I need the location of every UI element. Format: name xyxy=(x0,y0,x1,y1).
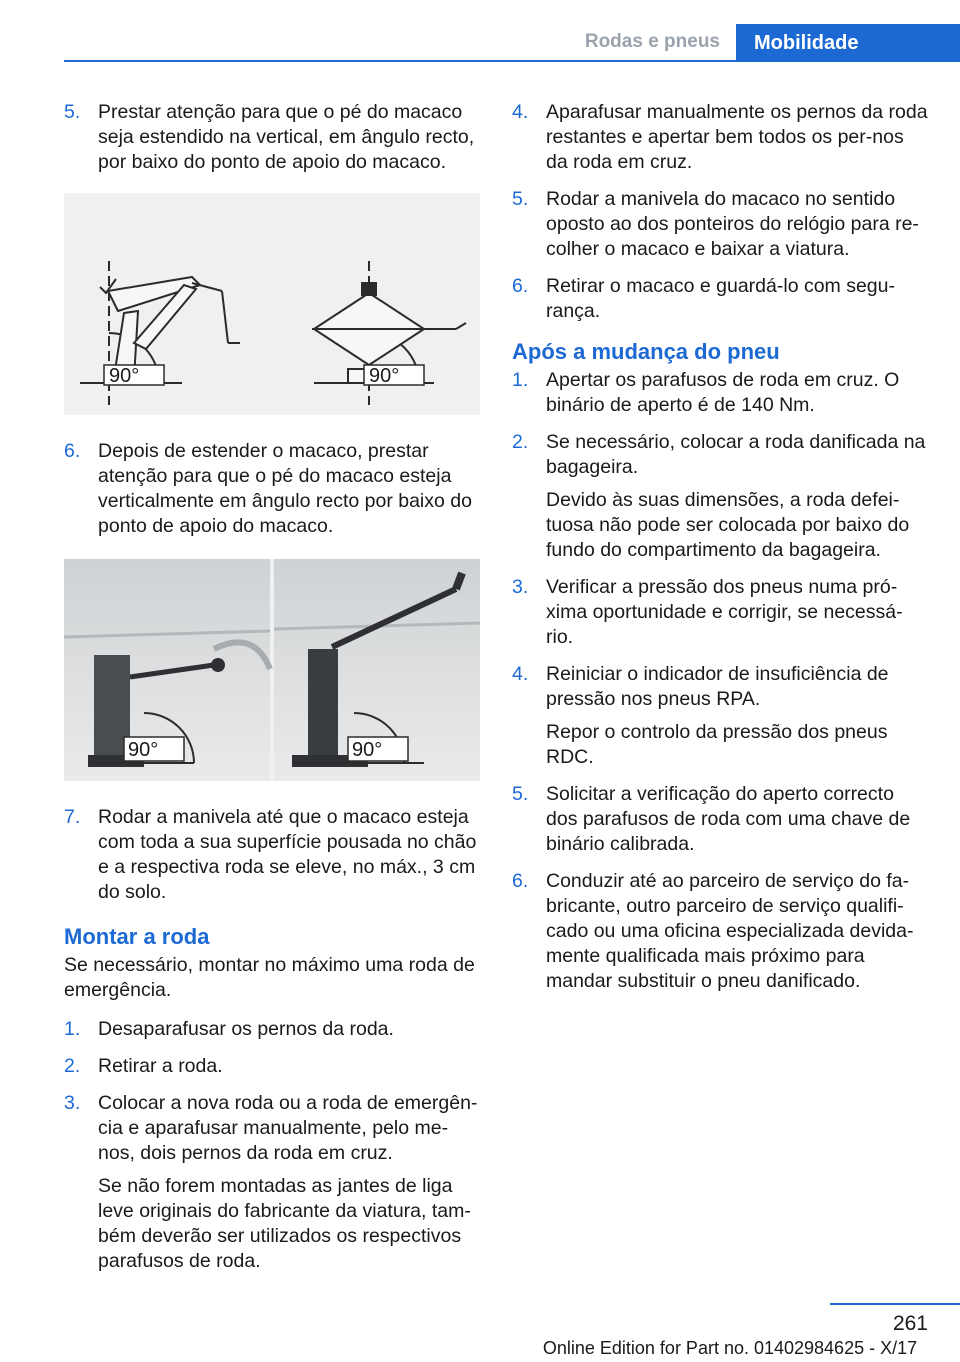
step-number: 5. xyxy=(64,101,81,123)
edition-line: Online Edition for Part no. 01402984625 - X/17 xyxy=(542,1338,918,1358)
header-chapter-tab: Mobilidade xyxy=(736,24,960,62)
change-steps-continued xyxy=(64,100,480,175)
photo-angle-label-left: 90° xyxy=(128,739,159,761)
list-item xyxy=(512,782,928,857)
change-steps-continued-3 xyxy=(64,805,480,905)
section-intro: Se necessário, montar no máximo uma roda de emergência. xyxy=(64,954,475,1001)
list-item xyxy=(64,439,480,539)
step-text: Conduzir até ao parceiro de serviço do fa-bricante, outro parceiro de serviço qualifi-cado ou uma oficina especializada devida-mente qualificada mais próximo para mandar substituir o pneu danificado. xyxy=(546,870,914,992)
step-number: 2. xyxy=(512,431,529,453)
mount-wheel-steps-continued xyxy=(512,100,928,324)
step-number: 1. xyxy=(512,369,529,391)
photo-angle-label-right: 90° xyxy=(352,739,383,761)
step-number: 6. xyxy=(512,275,529,297)
header-section-title: Rodas e pneus xyxy=(584,31,720,52)
list-item xyxy=(64,1054,480,1079)
step-text: Colocar a nova roda ou a roda de emergên-cia e aparafusar manualmente, pelo me-nos, dois pernos da roda em cruz. xyxy=(98,1092,478,1164)
step-number: 3. xyxy=(512,576,529,598)
list-item xyxy=(64,1091,480,1274)
step-number: 4. xyxy=(512,663,529,685)
jack-photo-figure xyxy=(64,559,480,781)
step-text: Aparafusar manualmente os pernos da roda restantes e apertar bem todos os per-nos da roda em cruz. xyxy=(546,101,928,173)
angle-label-left: 90° xyxy=(109,365,140,387)
angle-label-right: 90° xyxy=(369,365,400,387)
step-note: Se não forem montadas as jantes de liga leve originais do fabricante da viatura, tam-bém deverão ser utilizados os respectivos parafusos de roda. xyxy=(98,1175,471,1272)
list-item xyxy=(512,575,928,650)
step-text: Retirar o macaco e guardá-lo com segu-rança. xyxy=(546,275,895,322)
jack-photo-illustration xyxy=(64,559,480,781)
step-text: Rodar a manivela do macaco no sentido oposto ao dos ponteiros do relógio para re-colher o macaco e baixar a viatura. xyxy=(546,188,919,260)
list-item xyxy=(512,100,928,175)
section-heading-after-change: Após a mudança do pneu xyxy=(512,339,780,364)
step-number: 5. xyxy=(512,188,529,210)
step-text: Se necessário, colocar a roda danificada na bagageira. xyxy=(546,431,926,478)
step-text: Rodar a manivela até que o macaco esteja com toda a sua superfície pousada no chão e a respectiva roda se eleve, no máx., 3 cm do solo. xyxy=(98,806,477,903)
step-number: 3. xyxy=(64,1092,81,1114)
right-column xyxy=(512,100,928,1006)
list-item xyxy=(512,187,928,262)
step-text: Prestar atenção para que o pé do macaco seja estendido na vertical, em ângulo recto, por baixo do ponto de apoio do macaco. xyxy=(98,101,475,173)
list-item xyxy=(512,662,928,770)
step-number: 4. xyxy=(512,101,529,123)
step-text: Apertar os parafusos de roda em cruz. O binário de aperto é de 140 Nm. xyxy=(546,369,900,416)
step-text: Solicitar a verificação do aperto correcto dos parafusos de roda com uma chave de binário calibrada. xyxy=(546,783,911,855)
mount-wheel-steps xyxy=(64,1017,480,1274)
step-number: 5. xyxy=(512,783,529,805)
list-item xyxy=(512,430,928,563)
jack-diagram-figure xyxy=(64,193,480,415)
change-steps-continued-2 xyxy=(64,439,480,539)
footer-rule xyxy=(830,1303,960,1305)
step-text: Retirar a roda. xyxy=(98,1055,223,1077)
list-item xyxy=(512,274,928,324)
jack-angle-diagram xyxy=(64,193,480,415)
page-header xyxy=(64,24,960,62)
list-item xyxy=(64,100,480,175)
list-item xyxy=(64,805,480,905)
step-text: Verificar a pressão dos pneus numa pró-xima oportunidade e corrigir, se necessá-rio. xyxy=(546,576,903,648)
page-number: 261 xyxy=(892,1312,928,1335)
step-number: 6. xyxy=(512,870,529,892)
list-item xyxy=(64,1017,480,1042)
list-item xyxy=(512,368,928,418)
step-text: Desaparafusar os pernos da roda. xyxy=(98,1018,394,1040)
step-number: 6. xyxy=(64,440,81,462)
left-column xyxy=(64,100,480,1286)
step-number: 7. xyxy=(64,806,81,828)
step-note: Repor o controlo da pressão dos pneus RDC. xyxy=(546,721,888,768)
after-change-steps xyxy=(512,368,928,994)
step-text: Depois de estender o macaco, prestar atenção para que o pé do macaco esteja verticalmente em ângulo recto por baixo do ponto de apoio do macaco. xyxy=(98,440,472,537)
step-number: 1. xyxy=(64,1018,81,1040)
section-heading-mount-wheel: Montar a roda xyxy=(64,924,210,949)
step-note: Devido às suas dimensões, a roda defei-tuosa não pode ser colocada por baixo do fundo do compartimento da bagageira. xyxy=(546,489,910,561)
step-text: Reiniciar o indicador de insuficiência de pressão nos pneus RPA. xyxy=(546,663,889,710)
step-number: 2. xyxy=(64,1055,81,1077)
list-item xyxy=(512,869,928,994)
